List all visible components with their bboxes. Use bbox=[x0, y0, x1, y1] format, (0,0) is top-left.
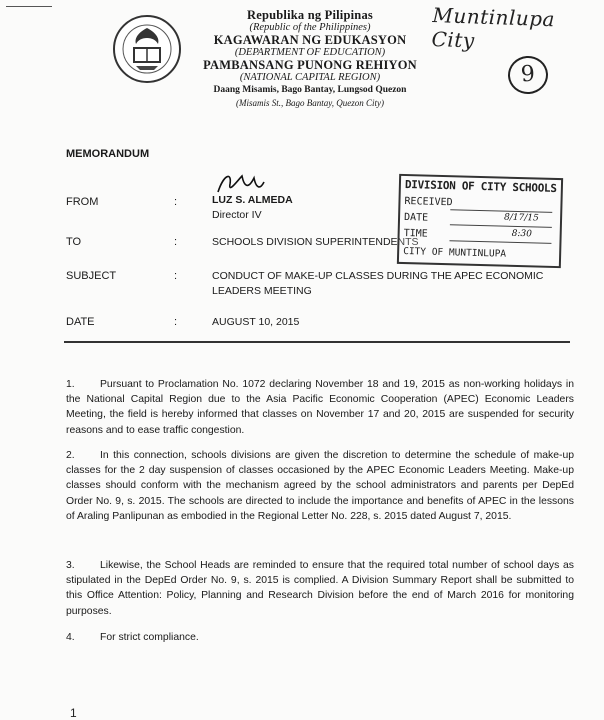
handwritten-circled-number: 9 bbox=[507, 55, 550, 96]
stamp-received: RECEIVED bbox=[404, 196, 453, 209]
paragraph-number: 3. bbox=[66, 560, 75, 571]
from-value bbox=[212, 193, 293, 223]
paragraph-text: Pursuant to Proclamation No. 1072 declaring November 18 and 19, 2015 as non-working holidays in the National Capital Region due to the Asia Pacific Economic Cooperation (APEC) Economic Leaders Meeting, the field is hereby informed that classes on November 17 and 20, 2015 are suspended for security reasons and to ease traffic congestion. bbox=[66, 379, 574, 436]
stamp-date-label: DATE bbox=[403, 212, 429, 224]
paragraph-number: 2. bbox=[66, 450, 75, 461]
from-label: FROM bbox=[66, 196, 99, 208]
memo-title: MEMORANDUM bbox=[66, 148, 150, 160]
stamp-city: CITY OF MUNTINLUPA bbox=[403, 246, 507, 260]
subject-line-1: CONDUCT OF MAKE-UP CLASSES DURING THE APEC ECONOMIC bbox=[212, 270, 544, 282]
letterhead-republic-en: (Republic of the Philippines) bbox=[249, 21, 371, 33]
handwritten-city: Muntinlupa City bbox=[431, 3, 556, 53]
received-stamp bbox=[397, 174, 563, 268]
date-value: AUGUST 10, 2015 bbox=[212, 316, 300, 328]
stamp-received-rule bbox=[450, 209, 552, 213]
letterhead-address-en: (Misamis St., Bago Bantay, Quezon City) bbox=[236, 97, 384, 108]
letterhead-department: KAGAWARAN NG EDUKASYON bbox=[213, 33, 407, 47]
stamp-time-value: 8:30 bbox=[511, 228, 533, 240]
letterhead-address: Daang Misamis, Bago Bantay, Lungsod Quezon bbox=[213, 85, 407, 95]
subject-colon: : bbox=[174, 270, 178, 282]
stamp-time-label: TIME bbox=[403, 228, 428, 240]
letterhead-region-en: (NATIONAL CAPITAL REGION) bbox=[239, 71, 381, 83]
subject-label: SUBJECT bbox=[66, 270, 117, 282]
deped-seal-icon bbox=[112, 14, 182, 84]
letterhead-region: PAMBANSANG PUNONG REHIYON bbox=[203, 58, 417, 72]
footer-mark: 1 bbox=[70, 706, 77, 720]
letterhead bbox=[190, 9, 430, 109]
paragraph-3 bbox=[66, 558, 574, 619]
from-name: LUZ S. ALMEDA bbox=[212, 194, 293, 206]
to-value: SCHOOLS DIVISION SUPERINTENDENTS bbox=[212, 236, 419, 248]
stamp-date-value: 8/17/15 bbox=[503, 212, 539, 224]
from-colon: : bbox=[174, 196, 178, 208]
subject-line-2: LEADERS MEETING bbox=[212, 285, 312, 297]
header-divider bbox=[64, 341, 570, 343]
subject-value bbox=[212, 269, 543, 299]
stamp-date-rule bbox=[450, 224, 552, 228]
letterhead-department-en: (DEPARTMENT OF EDUCATION) bbox=[234, 46, 386, 58]
to-label: TO bbox=[66, 236, 82, 248]
date-colon: : bbox=[174, 316, 178, 328]
top-edge-mark bbox=[6, 6, 52, 7]
date-label: DATE bbox=[66, 316, 95, 328]
paragraph-number: 1. bbox=[66, 379, 75, 390]
paragraph-text: Likewise, the School Heads are reminded to ensure that the required total number of school days as stipulated in the DepEd Order No. 9, s. 2015 is complied. A Division Summary Report shall be submitted to this Office Attention: Policy, Planning and Research Division before the end of March 2016 for monitoring purposes. bbox=[66, 560, 574, 617]
paragraph-4 bbox=[66, 630, 574, 645]
paragraph-text: In this connection, schools divisions are given the discretion to determine the schedule of make-up classes for the 2 day suspension of classes occasioned by the APEC Economic Leaders Meeting. Make-up classes should conform with the mechanism agreed by the school administrators and parents per DepEd Order No. 9, s. 2015. The schools are directed to include the importance and benefits of APEC in the lessons of Araling Panlipunan as embodied in the Regional Letter No. 228, s. 2015 dated August 7, 2015. bbox=[66, 450, 574, 522]
from-title: Director IV bbox=[212, 209, 262, 221]
paragraph-number: 4. bbox=[66, 632, 75, 643]
paragraph-1 bbox=[66, 377, 574, 438]
stamp-time-rule bbox=[449, 240, 551, 244]
stamp-title: DIVISION OF CITY SCHOOLS bbox=[404, 178, 557, 195]
paragraph-2 bbox=[66, 448, 574, 524]
letterhead-republic: Republika ng Pilipinas bbox=[247, 8, 373, 22]
paragraph-text: For strict compliance. bbox=[100, 632, 199, 643]
to-colon: : bbox=[174, 236, 178, 248]
